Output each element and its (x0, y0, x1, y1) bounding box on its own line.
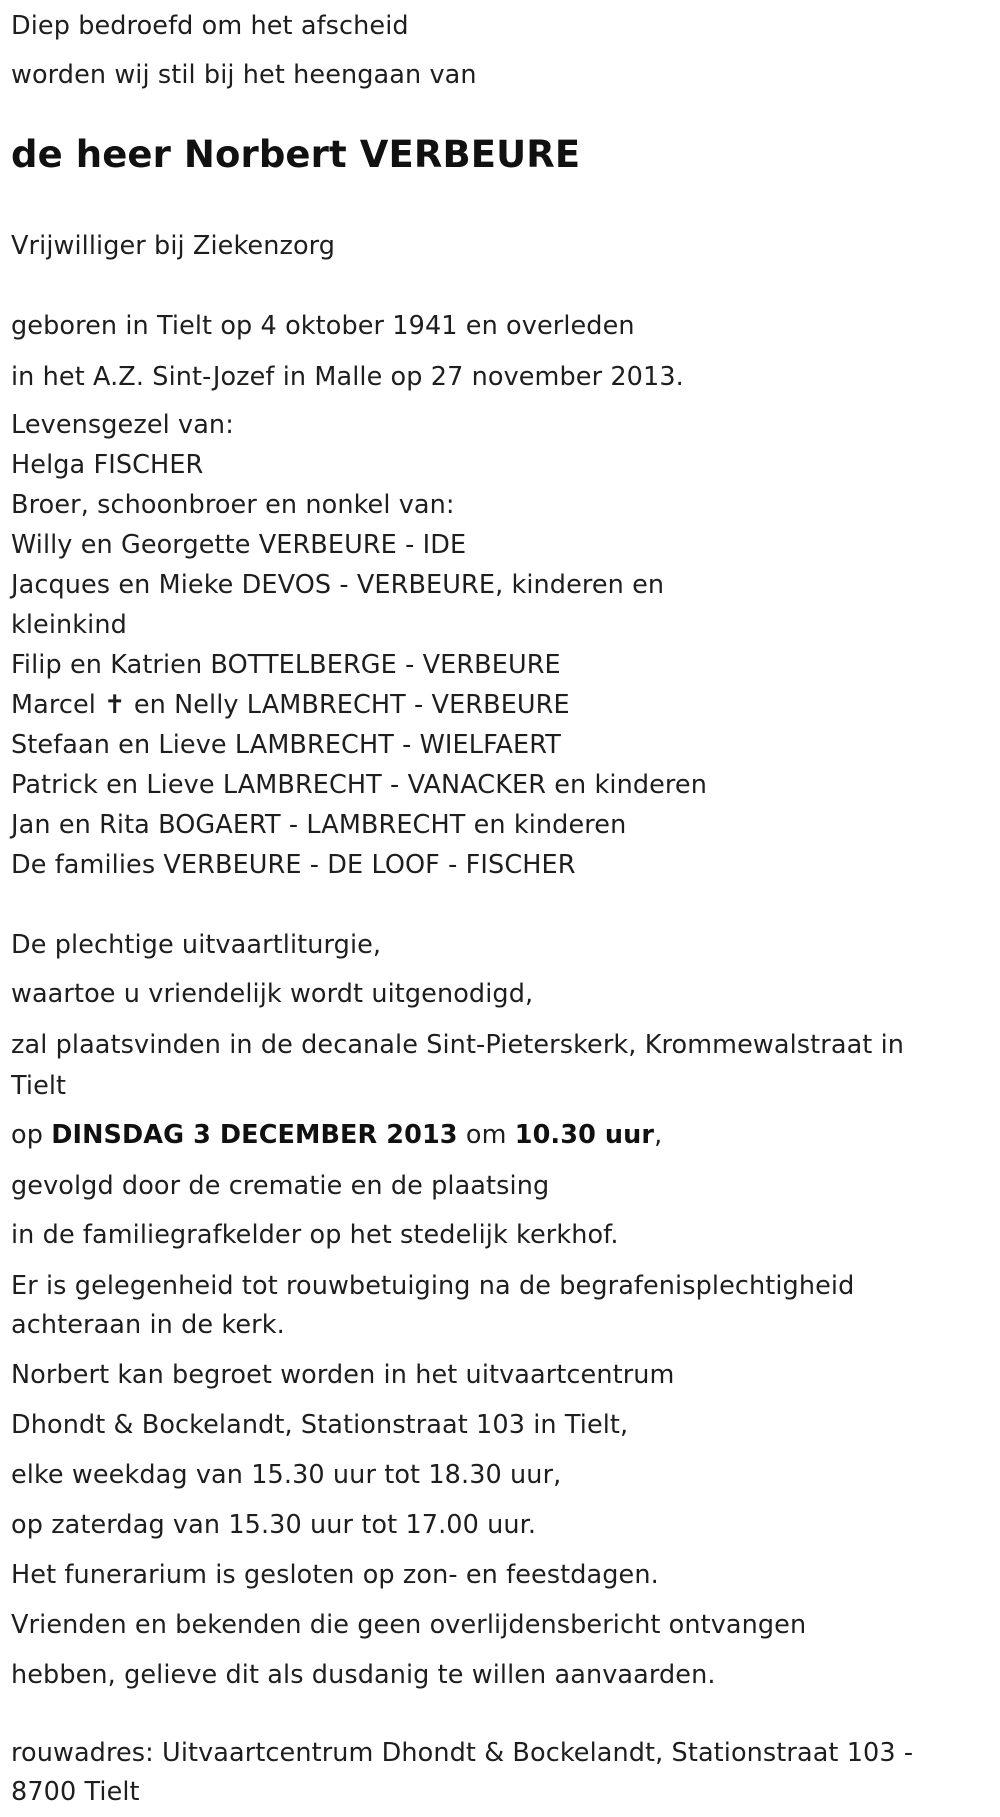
family-line: Willy en Georgette VERBEURE - IDE (11, 530, 467, 560)
intro-line-2: worden wij stil bij het heengaan van (11, 60, 477, 90)
family-line: Patrick en Lieve LAMBRECHT - VANACKER en kinderen (11, 770, 707, 800)
intro-line-1: Diep bedroefd om het afscheid (11, 11, 409, 41)
ceremony-time: 10.30 uur (514, 1120, 655, 1150)
family-line: Helga FISCHER (11, 450, 204, 480)
family-line: Broer, schoonbroer en nonkel van: (11, 490, 455, 520)
date-prefix: op (11, 1120, 43, 1150)
ceremony-line-8: Er is gelegenheid tot rouwbetuiging na de begrafenisplechtigheid (11, 1271, 855, 1301)
visitation-line-7: hebben, gelieve dit als dusdanig te willen aanvaarden. (11, 1660, 716, 1690)
visitation-line-6: Vrienden en bekenden die geen overlijdensbericht ontvangen (11, 1610, 807, 1640)
family-line: Jan en Rita BOGAERT - LAMBRECHT en kinderen (11, 810, 627, 840)
family-line: Marcel ✝ en Nelly LAMBRECHT - VERBEURE (11, 690, 570, 720)
ceremony-line-9: achteraan in de kerk. (11, 1310, 285, 1340)
ceremony-date: DINSDAG 3 DECEMBER 2013 (51, 1120, 458, 1150)
visitation-line-5: Het funerarium is gesloten op zon- en feestdagen. (11, 1560, 659, 1590)
visitation-line-3: elke weekdag van 15.30 uur tot 18.30 uur, (11, 1460, 562, 1490)
visitation-line-4: op zaterdag van 15.30 uur tot 17.00 uur. (11, 1510, 537, 1540)
address-line-1: rouwadres: Uitvaartcentrum Dhondt & Bockelandt, Stationstraat 103 - (11, 1738, 914, 1768)
ceremony-date-line (11, 1115, 662, 1155)
death-line: in het A.Z. Sint-Jozef in Malle op 27 november 2013. (11, 362, 684, 392)
visitation-line-1: Norbert kan begroet worden in het uitvaartcentrum (11, 1360, 675, 1390)
birth-line: geboren in Tielt op 4 oktober 1941 en overleden (11, 311, 635, 341)
visitation-line-2: Dhondt & Bockelandt, Stationstraat 103 in Tielt, (11, 1410, 629, 1440)
family-line: De families VERBEURE - DE LOOF - FISCHER (11, 850, 576, 880)
family-line: Filip en Katrien BOTTELBERGE - VERBEURE (11, 650, 561, 680)
ceremony-line-7: in de familiegrafkelder op het stedelijk kerkhof. (11, 1220, 619, 1250)
ceremony-line-4: Tielt (11, 1071, 67, 1101)
family-line: kleinkind (11, 610, 127, 640)
ceremony-line-1: De plechtige uitvaartliturgie, (11, 930, 382, 960)
volunteer-role: Vrijwilliger bij Ziekenzorg (11, 231, 336, 261)
family-line: Stefaan en Lieve LAMBRECHT - WIELFAERT (11, 730, 561, 760)
family-line: Levensgezel van: (11, 410, 234, 440)
ceremony-line-6: gevolgd door de crematie en de plaatsing (11, 1171, 550, 1201)
date-suffix: , (654, 1120, 663, 1150)
ceremony-line-2: waartoe u vriendelijk wordt uitgenodigd, (11, 979, 534, 1009)
address-line-2: 8700 Tielt (11, 1777, 140, 1807)
family-line: Jacques en Mieke DEVOS - VERBEURE, kinderen en (11, 570, 665, 600)
deceased-name-title: de heer Norbert VERBEURE (11, 133, 581, 176)
time-prefix: om (465, 1120, 507, 1150)
ceremony-line-3: zal plaatsvinden in de decanale Sint-Pieterskerk, Krommewalstraat in (11, 1030, 905, 1060)
